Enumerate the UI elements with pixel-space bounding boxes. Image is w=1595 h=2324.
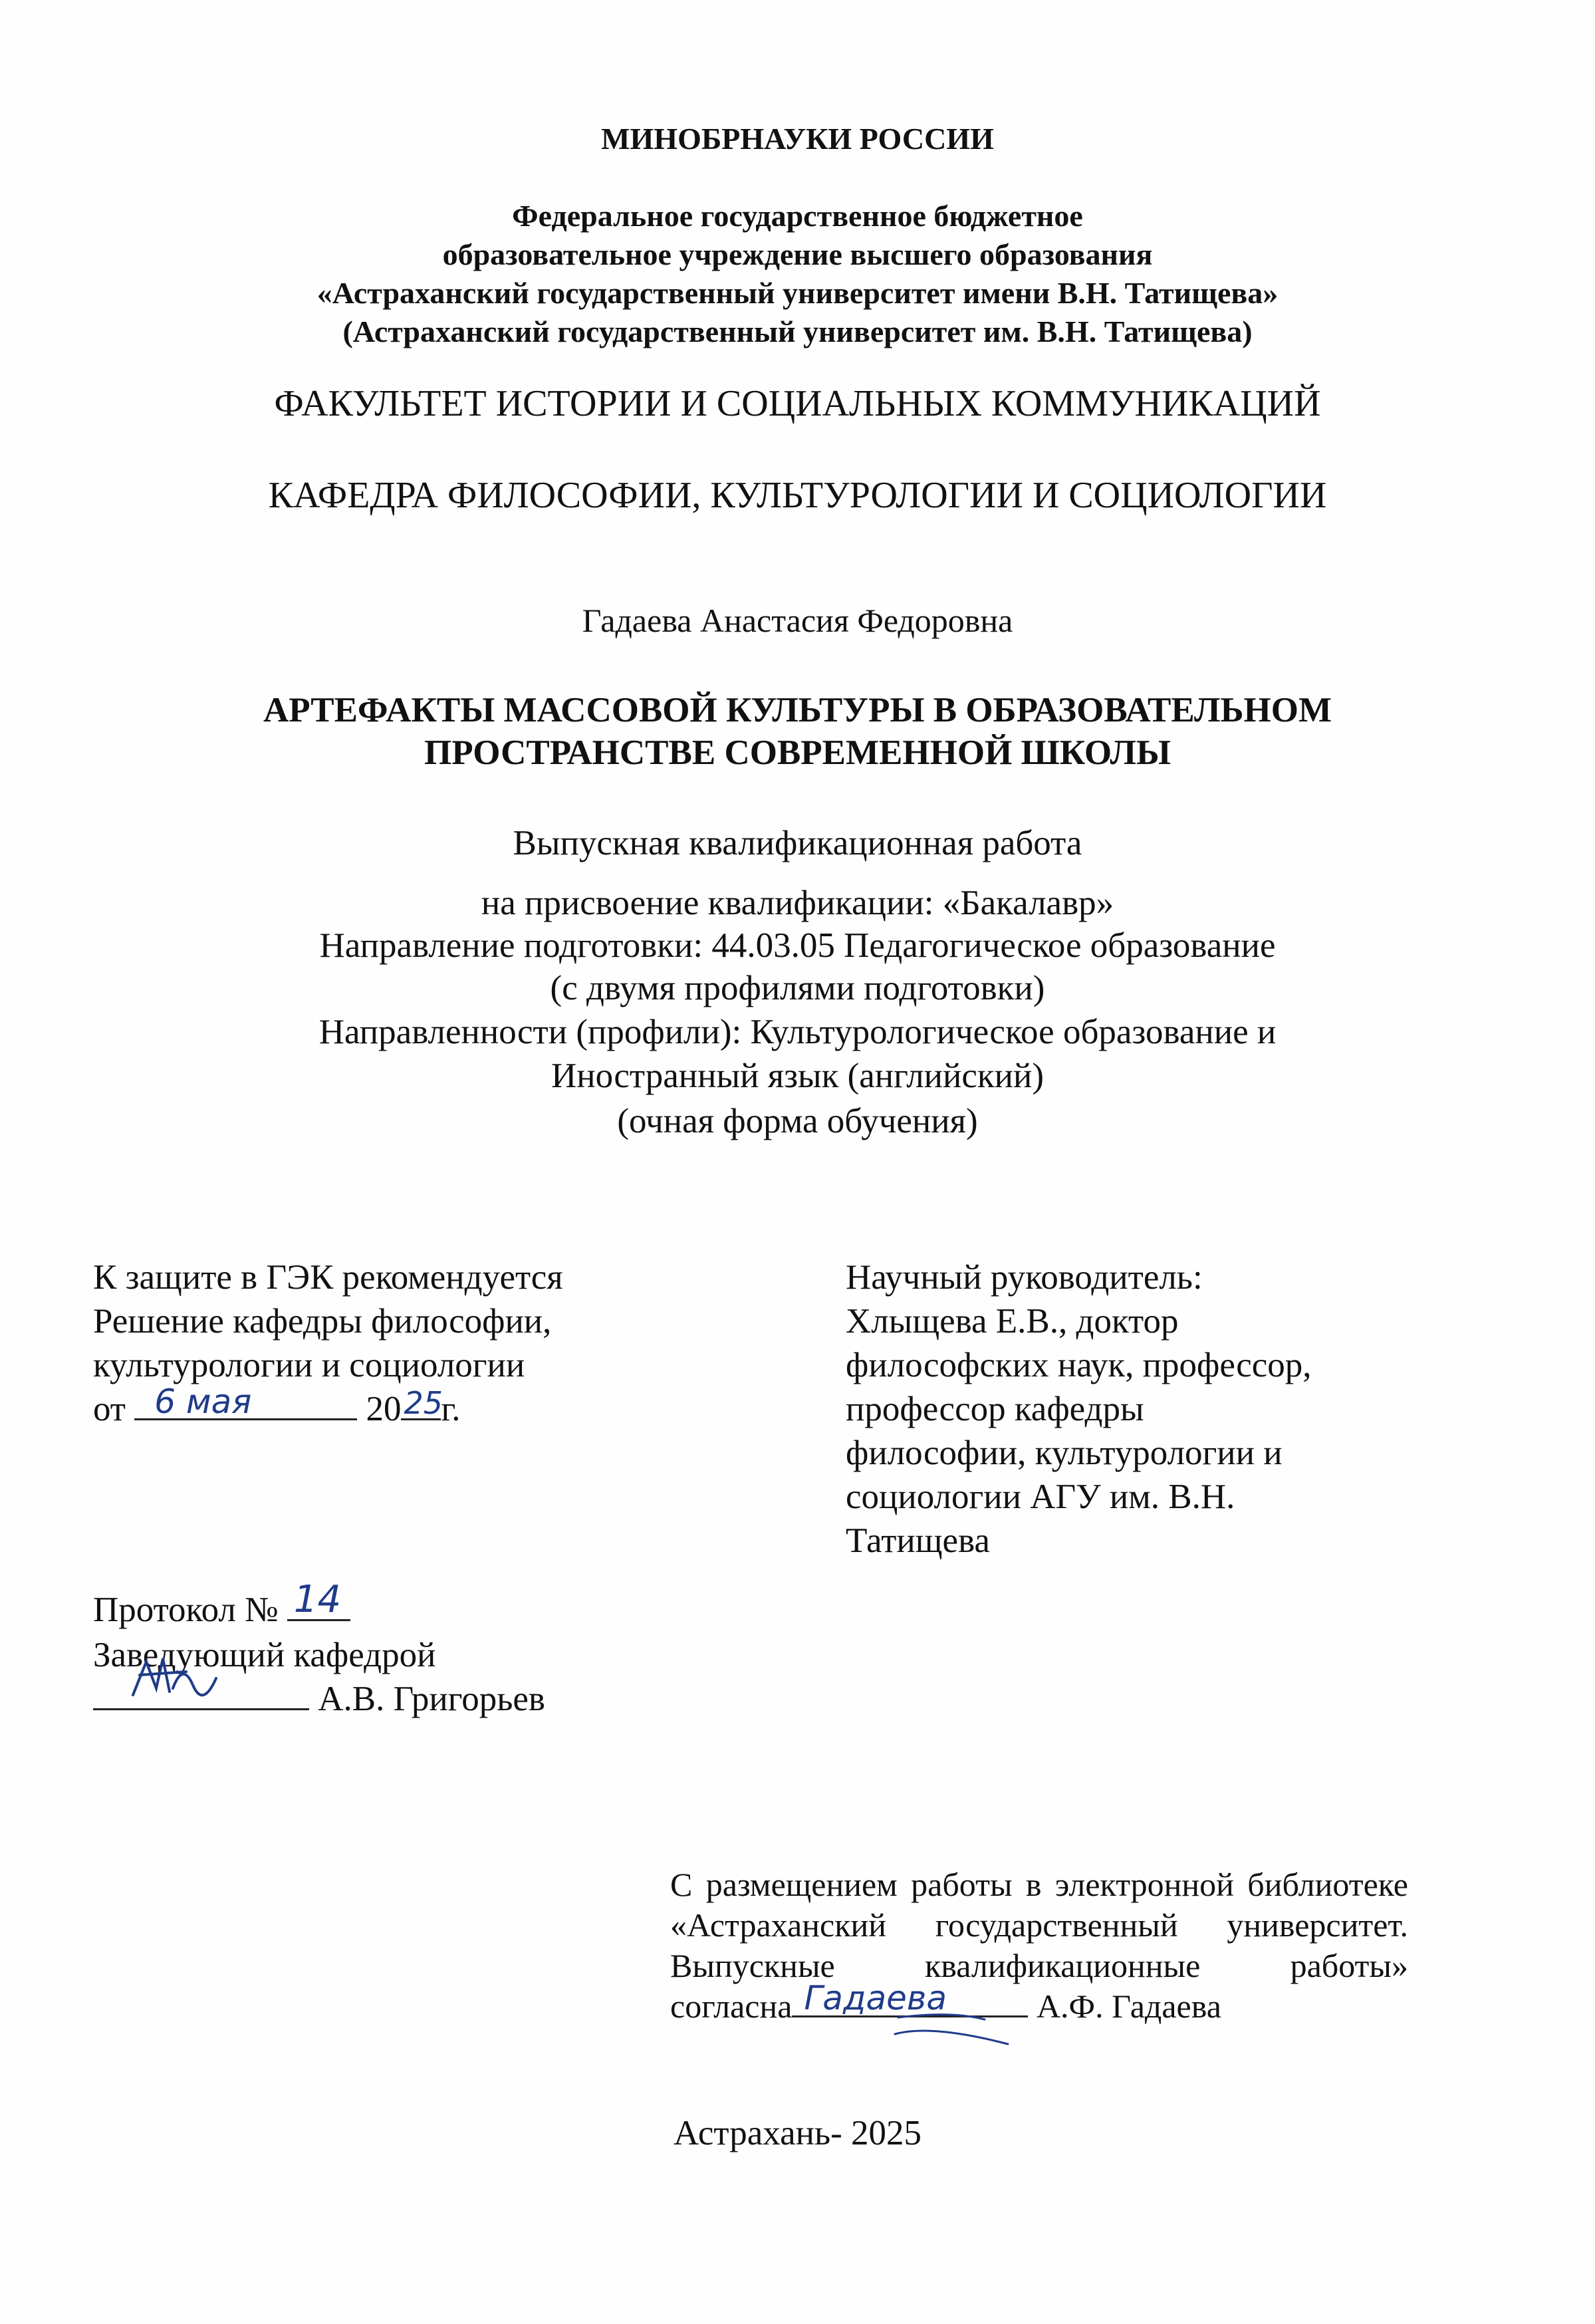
head-name: А.В. Григорьев: [318, 1680, 545, 1718]
head-of-department-label: Заведующий кафедрой: [93, 1636, 436, 1674]
year-suffix: г.: [441, 1390, 461, 1428]
recommendation-line-1: К защите в ГЭК рекомендуется: [93, 1258, 563, 1297]
signature-flourish: [892, 2007, 1011, 2054]
handwritten-year: 25: [404, 1385, 443, 1421]
supervisor-line-4: профессор кафедры: [846, 1390, 1144, 1428]
institution-line-2: образовательное учреждение высшего образования: [442, 237, 1153, 271]
details-line-4: Направленности (профили): Культурологическое образование и: [318, 1013, 1277, 1051]
head-signature-row: [93, 1677, 545, 1721]
thesis-title-line-1: АРТЕФАКТЫ МАССОВОЙ КУЛЬТУРЫ В ОБРАЗОВАТЕЛЬНОМ: [263, 691, 1332, 729]
details-line-3: (с двумя профилями подготовки): [550, 969, 1045, 1007]
consent-signature-row: [670, 1979, 1408, 2027]
consent-line-1: С размещением работы в электронной библиотеке: [670, 1866, 1408, 1903]
author-name: Гадаева Анастасия Федоровна: [582, 602, 1013, 639]
decision-date-row: [93, 1382, 461, 1431]
year-prefix: 20: [366, 1390, 402, 1428]
supervisor-line-7: Татищева: [846, 1521, 990, 1560]
faculty-name: ФАКУЛЬТЕТ ИСТОРИИ И СОЦИАЛЬНЫХ КОММУНИКАЦИЙ: [274, 383, 1321, 424]
details-line-2: Направление подготовки: 44.03.05 Педагогическое образование: [319, 926, 1276, 965]
handwritten-protocol-number: 14: [293, 1578, 342, 1621]
institution-line-3: «Астраханский государственный университет имени В.Н. Татищева»: [316, 276, 1279, 310]
supervisor-line-5: философии, культурологии и: [846, 1434, 1283, 1472]
head-signature-line: [93, 1678, 309, 1710]
protocol-row: [93, 1578, 350, 1632]
date-prefix: от: [93, 1390, 126, 1428]
thesis-title-line-2: ПРОСТРАНСТВЕ СОВРЕМЕННОЙ ШКОЛЫ: [424, 733, 1171, 772]
year-blank-line: [401, 1385, 443, 1421]
work-type: Выпускная квалификационная работа: [513, 824, 1082, 862]
consent-name: А.Ф. Гадаева: [1036, 1988, 1221, 2025]
supervisor-line-1: Научный руководитель:: [846, 1258, 1203, 1297]
supervisor-line-3: философских наук, профессор,: [846, 1346, 1312, 1384]
institution-line-4: (Астраханский государственный университет им. В.Н. Татищева): [342, 315, 1253, 348]
institution-line-1: Федеральное государственное бюджетное: [512, 199, 1083, 233]
details-line-6: (очная форма обучения): [617, 1102, 978, 1140]
consent-agree-label: согласна: [670, 1988, 793, 2025]
recommendation-line-2: Решение кафедры философии,: [93, 1302, 552, 1341]
protocol-blank-line: [287, 1578, 350, 1621]
consent-signature-line: [792, 1979, 1028, 2017]
city-year: Астрахань- 2025: [673, 2114, 922, 2152]
details-line-1: на присвоение квалификации: «Бакалавр»: [481, 884, 1114, 922]
recommendation-line-3: культурологии и социологии: [93, 1346, 525, 1384]
date-blank-line: [134, 1382, 357, 1421]
supervisor-line-6: социологии АГУ им. В.Н.: [846, 1478, 1235, 1516]
head-signature-mark: [126, 1648, 226, 1708]
department-name: КАФЕДРА ФИЛОСОФИИ, КУЛЬТУРОЛОГИИ И СОЦИОЛОГИИ: [268, 475, 1327, 516]
supervisor-line-2: Хлыщева Е.В., доктор: [846, 1302, 1179, 1341]
ministry-name: МИНОБРНАУКИ РОССИИ: [601, 122, 994, 156]
handwritten-date: 6 мая: [154, 1382, 252, 1421]
handwritten-signature: Гадаева: [804, 1979, 947, 2017]
consent-line-2: «Астраханский государственный университет.: [670, 1906, 1408, 1944]
details-line-5: Иностранный язык (английский): [551, 1057, 1044, 1095]
consent-line-3: Выпускные квалификационные работы»: [670, 1947, 1408, 1984]
protocol-label: Протокол №: [93, 1591, 279, 1629]
library-consent: [670, 1865, 1408, 2027]
